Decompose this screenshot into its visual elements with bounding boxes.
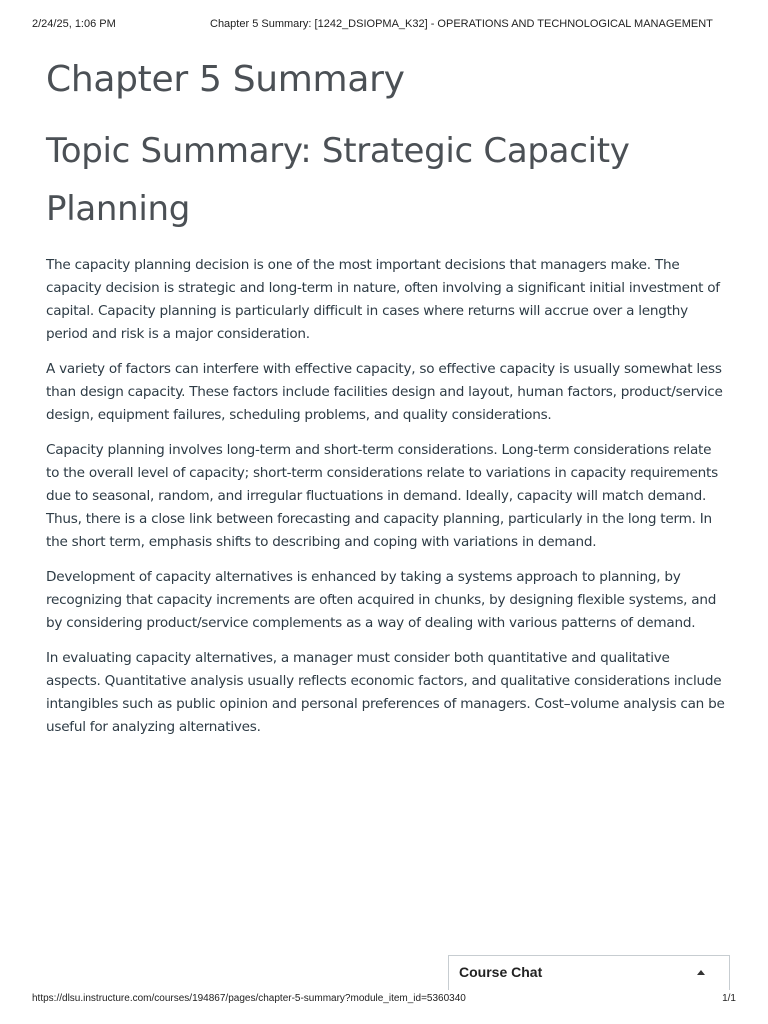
summary-paragraph-5: In evaluating capacity alternatives, a manager must consider both quantitative and qualitative aspects. Quantitative analysis usually reflects economic factors, and qualitative considerations include intangibles such as public opinion and personal preferences of managers. Cost–volume analysis can be useful for analyzing alternatives. — [46, 650, 725, 735]
page-title: Chapter 5 Summary — [46, 59, 405, 100]
print-datetime: 2/24/25, 1:06 PM — [32, 18, 116, 30]
summary-paragraph-3: Capacity planning involves long-term and short-term considerations. Long-term considerations relate to the overall level of capacity; short-term considerations relate to variations in capacity requirements due to seasonal, random, and irregular fluctuations in demand. Ideally, capacity will match demand. Thus, there is a close link between forecasting and capacity planning, particularly in the long term. In the short term, emphasis shifts to describing and coping with variations in demand. — [46, 442, 718, 550]
course-chat-bar[interactable] — [448, 955, 730, 990]
topic-title: Topic Summary: Strategic Capacity Planning — [46, 131, 630, 229]
summary-paragraph-2: A variety of factors can interfere with effective capacity, so effective capacity is usually somewhat less than design capacity. These factors include facilities design and layout, human factors, product/service design, equipment failures, scheduling problems, and quality considerations. — [46, 361, 723, 423]
print-header — [32, 18, 736, 32]
print-footer — [32, 993, 736, 1007]
course-chat-label: Course Chat — [459, 964, 543, 980]
print-page-title: Chapter 5 Summary: [1242_DSIOPMA_K32] - OPERATIONS AND TECHNOLOGICAL MANAGEMENT — [210, 18, 713, 30]
summary-paragraph-1: The capacity planning decision is one of the most important decisions that managers make. The capacity decision is strategic and long-term in nature, often involving a significant initial investment of capital. Capacity planning is particularly difficult in cases where returns will accrue over a lengthy period and risk is a major consideration. — [46, 257, 720, 342]
page-content — [46, 56, 726, 751]
caret-up-icon[interactable] — [697, 970, 705, 975]
print-url: https://dlsu.instructure.com/courses/194867/pages/chapter-5-summary?module_item_id=5360340 — [32, 993, 466, 1004]
summary-paragraph-4: Development of capacity alternatives is enhanced by taking a systems approach to planning, by recognizing that capacity increments are often acquired in chunks, by designing flexible systems, and by considering product/service complements as a way of dealing with various patterns of demand. — [46, 569, 717, 631]
print-page-number: 1/1 — [722, 993, 736, 1004]
